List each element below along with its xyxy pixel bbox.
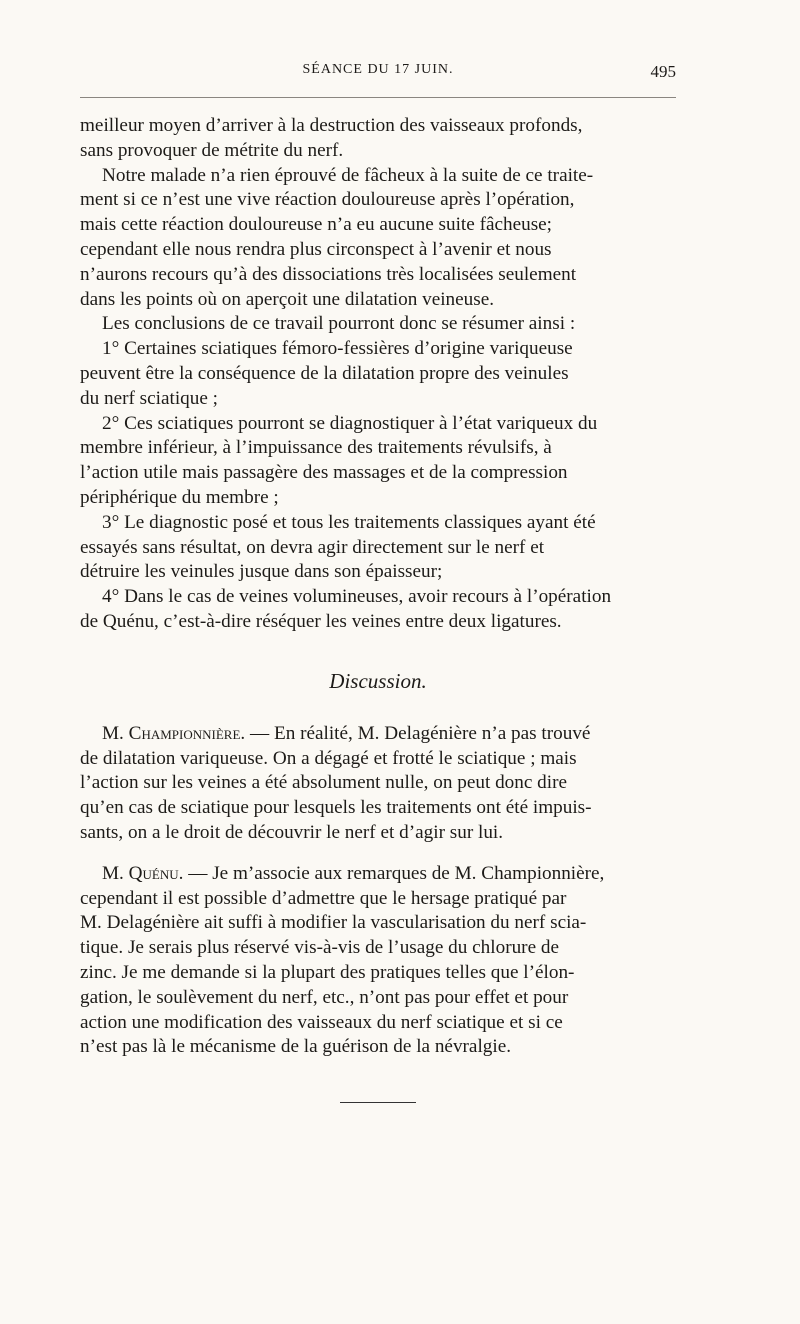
speech-text: — Je m’associe aux remarques de M. Championnière,: [183, 862, 605, 884]
speech-first-line: [80, 722, 676, 747]
text-line: membre inférieur, à l’impuissance des traitements révulsifs, à: [80, 437, 552, 459]
text-line: Les conclusions de ce travail pourront donc se résumer ainsi :: [102, 313, 576, 335]
page-header: [80, 62, 676, 86]
text-line: zinc. Je me demande si la plupart des pratiques telles que l’élon-: [80, 961, 575, 983]
discussion-heading: Discussion.: [329, 668, 427, 693]
text-line: essayés sans résultat, on devra agir directement sur le nerf et: [80, 536, 545, 558]
header-rule: [80, 97, 676, 98]
text-line: gation, le soulèvement du nerf, etc., n’ont pas pour effet et pour: [80, 986, 569, 1008]
speech-text: — En réalité, M. Delagénière n’a pas trouvé: [245, 722, 591, 744]
running-head: SÉANCE DU 17 JUIN.: [302, 62, 454, 77]
text-line: 1° Certaines sciatiques fémoro-fessières d’origine variqueuse: [102, 338, 573, 360]
text-line: de dilatation variqueuse. On a dégagé et frotté le sciatique ; mais: [80, 747, 577, 769]
main-text: [80, 114, 676, 1060]
end-rule: [340, 1102, 416, 1103]
text-line: l’action sur les veines a été absolument nulle, on peut donc dire: [80, 772, 568, 794]
text-line: n’aurons recours qu’à des dissociations très localisées seulement: [80, 263, 577, 285]
text-line: peuvent être la conséquence de la dilatation propre des veinules: [80, 362, 569, 384]
text-line: meilleur moyen d’arriver à la destruction des vaisseaux profonds,: [80, 115, 583, 136]
text-line: 3° Le diagnostic posé et tous les traitements classiques ayant été: [102, 511, 596, 533]
text-line: M. Delagénière ait suffi à modifier la vascularisation du nerf scia-: [80, 912, 587, 934]
paragraph-gap: [80, 846, 676, 862]
text-line: cependant elle nous rendra plus circonspect à l’avenir et nous: [80, 238, 552, 260]
text-line: du nerf sciatique ;: [80, 387, 218, 409]
page-number: 495: [650, 62, 676, 81]
text-line: tique. Je serais plus réservé vis-à-vis de l’usage du chlorure de: [80, 937, 559, 959]
speech-first-line: [80, 862, 676, 887]
text-line: qu’en cas de sciatique pour lesquels les traitements ont été impuis-: [80, 797, 592, 819]
text-line: dans les points où on aperçoit une dilatation veineuse.: [80, 288, 495, 310]
text-line: cependant il est possible d’admettre que le hersage pratiqué par: [80, 887, 567, 909]
text-line: détruire les veinules jusque dans son épaisseur;: [80, 561, 443, 583]
speaker-name: M. Quénu.: [102, 862, 184, 884]
text-line: Notre malade n’a rien éprouvé de fâcheux à la suite de ce traite-: [102, 164, 594, 186]
text-line: mais cette réaction douloureuse n’a eu aucune suite fâcheuse;: [80, 214, 553, 236]
text-line: 2° Ces sciatiques pourront se diagnostiquer à l’état variqueux du: [102, 412, 598, 434]
text-line: action une modification des vaisseaux du nerf sciatique et si ce: [80, 1011, 563, 1033]
text-line: de Quénu, c’est-à-dire réséquer les veines entre deux ligatures.: [80, 610, 562, 632]
text-line: périphérique du membre ;: [80, 486, 279, 508]
text-line: sants, on a le droit de découvrir le nerf et d’agir sur lui.: [80, 821, 504, 843]
text-line: n’est pas là le mécanisme de la guérison de la névralgie.: [80, 1036, 512, 1058]
text-line: l’action utile mais passagère des massages et de la compression: [80, 462, 568, 484]
text-line: ment si ce n’est une vive réaction douloureuse après l’opération,: [80, 189, 575, 211]
text-line: 4° Dans le cas de veines volumineuses, avoir recours à l’opération: [102, 586, 612, 608]
speaker-name: M. Championnière.: [102, 722, 246, 744]
text-line: sans provoquer de métrite du nerf.: [80, 139, 344, 161]
